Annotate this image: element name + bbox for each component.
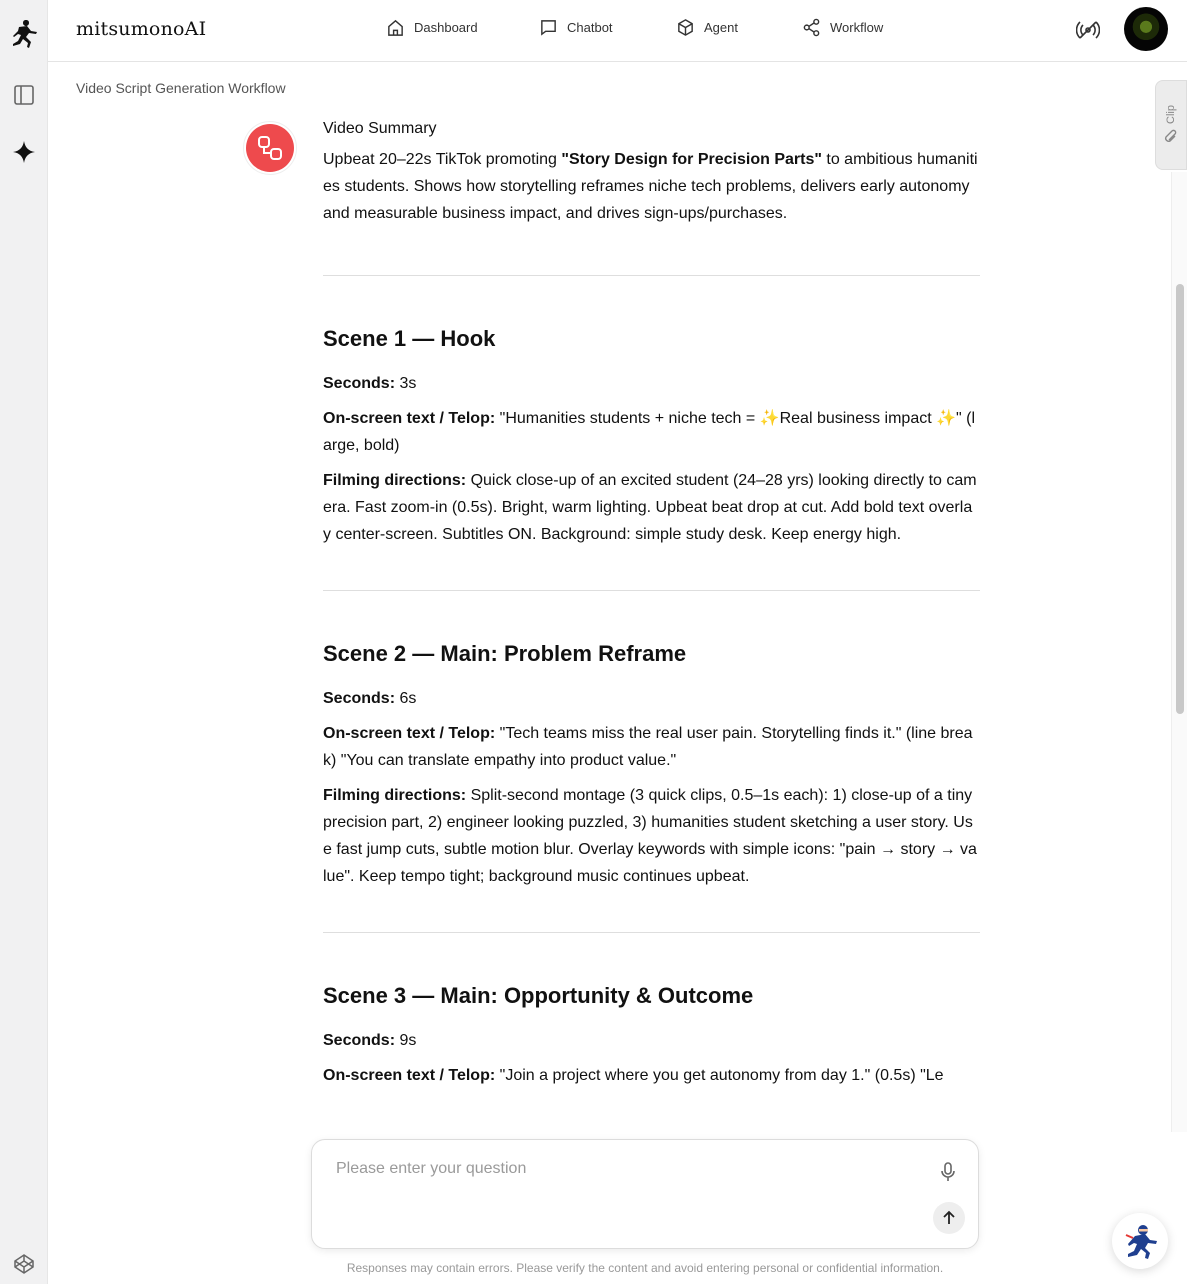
share-icon <box>802 18 821 37</box>
nav-workflow-label: Workflow <box>830 20 884 35</box>
paperclip-icon <box>1164 129 1178 145</box>
workflow-node-icon <box>256 134 284 162</box>
brand-name[interactable]: mitsumonoAI <box>76 18 207 40</box>
scene-2: Scene 2 — Main: Problem Reframe Seconds: 6s On-screen text / Telop: "Tech teams miss the real user pain. Storytelling finds it." (line break) "You can translate empathy into product value." Filming directions: Split-second montage (3 quick clips, 0.5–1s each): 1) close-up of a tiny precision part, 2) engineer looking puzzled, 3) humanities student sketching a user story. Use fast jump cuts, subtle motion blur. Overlay keywords with simple icons: "pain → story → value". Keep tempo tight; background music continues upbeat. <box>323 641 980 890</box>
ninja-logo-icon[interactable] <box>8 18 40 50</box>
disclaimer: Responses may contain errors. Please verify the content and avoid entering personal or confidential information. <box>346 1261 944 1275</box>
nav-workflow[interactable] <box>802 18 883 37</box>
summary-title: Video Summary <box>323 120 437 137</box>
home-icon <box>386 18 405 37</box>
scene-title: Scene 3 — Main: Opportunity & Outcome <box>323 983 754 1008</box>
assistant-launcher[interactable] <box>1112 1213 1168 1269</box>
scene-1: Scene 1 — Hook Seconds: 3s On-screen text / Telop: "Humanities students + niche tech = ✨Real business impact ✨" (large, bold) Filming directions: Quick close-up of an excited student (24–28 yrs) looking directly to camera. Fast zoom-in (0.5s). Bright, warm lighting. Upbeat beat drop at cut. Add bold text overlay center-screen. Subtitles ON. Background: simple study desk. Keep energy high. <box>323 326 980 548</box>
scrollbar-track[interactable] <box>1171 172 1187 1132</box>
breadcrumb: Video Script Generation Workflow <box>76 80 286 96</box>
send-button[interactable] <box>933 1202 965 1234</box>
nav-agent[interactable] <box>676 18 738 37</box>
question-composer <box>311 1139 979 1249</box>
arrow-up-icon <box>940 1209 958 1227</box>
bot-avatar <box>243 121 297 175</box>
scene-3: Scene 3 — Main: Opportunity & Outcome Seconds: 9s On-screen text / Telop: "Join a project where you get autonomy from day 1." (0.5s) "Le <box>323 983 980 1089</box>
ninja-mascot-icon <box>1121 1222 1159 1260</box>
divider <box>323 590 980 591</box>
nav-dashboard-label: Dashboard <box>414 20 478 35</box>
broadcast-icon[interactable] <box>1076 18 1100 42</box>
summary-text: Upbeat 20–22s TikTok promoting "Story Design for Precision Parts" to ambitious humanities students. Shows how storytelling reframes niche tech problems, delivers early autonomy and measurable business impact, and drives sign-ups/purchases. <box>323 151 978 222</box>
nav-chatbot-label: Chatbot <box>567 20 613 35</box>
sidebar-toggle-icon[interactable] <box>8 79 40 111</box>
microphone-icon[interactable] <box>936 1160 960 1184</box>
codepen-icon[interactable] <box>8 1248 40 1280</box>
summary-product: "Story Design for Precision Parts" <box>561 151 822 168</box>
chat-icon <box>539 18 558 37</box>
top-bar <box>48 0 1187 62</box>
nav-agent-label: Agent <box>704 20 738 35</box>
user-avatar[interactable] <box>1124 7 1168 51</box>
nav-dashboard[interactable] <box>386 18 478 37</box>
clip-label: Clip <box>1165 104 1177 124</box>
clip-tab[interactable] <box>1155 80 1187 170</box>
divider <box>323 275 980 276</box>
scene-title: Scene 2 — Main: Problem Reframe <box>323 641 687 666</box>
scrollbar-thumb[interactable] <box>1176 284 1184 714</box>
sparkle-icon[interactable] <box>8 136 40 168</box>
cube-icon <box>676 18 695 37</box>
scene-title: Scene 1 — Hook <box>323 326 496 351</box>
nav-chatbot[interactable] <box>539 18 613 37</box>
divider <box>323 932 980 933</box>
question-input[interactable] <box>336 1160 896 1178</box>
message-content <box>323 118 980 1130</box>
left-rail <box>0 0 48 1284</box>
